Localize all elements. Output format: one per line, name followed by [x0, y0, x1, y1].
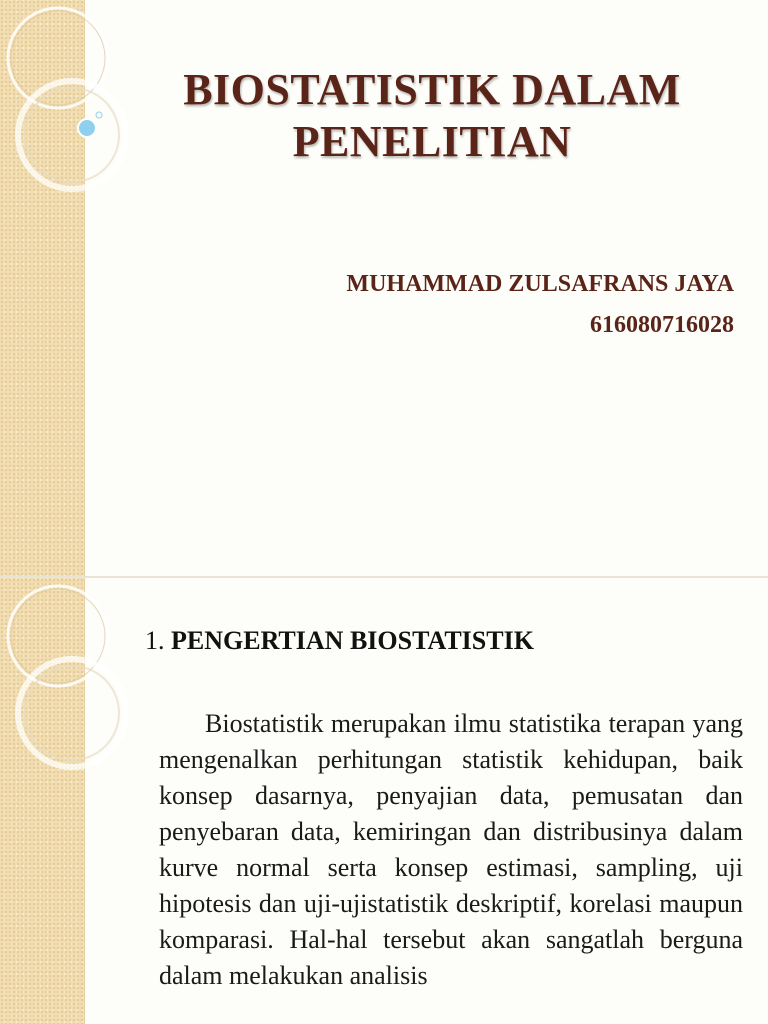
- section-heading: [145, 624, 534, 658]
- title-line-1: BIOSTATISTIK DALAM: [183, 65, 681, 114]
- side-band: [0, 578, 85, 1024]
- section-number: 1.: [145, 626, 171, 655]
- body-paragraph: Biostatistik merupakan ilmu statistika terapan yang mengenalkan perhitungan statistik kehidupan, baik konsep dasarnya, penyajian data, pemusatan dan penyebaran data, kemiringan dan distribusinya dalam kurve normal serta konsep estimasi, sampling, uji hipotesis dan uji-ujistatistik deskriptif, korelasi maupun komparasi. Hal-hal tersebut akan sangatlah berguna dalam melakukan analisis: [159, 709, 743, 990]
- author-id: 616080716028: [590, 312, 734, 338]
- author-name: MUHAMMAD ZULSAFRANS JAYA: [346, 271, 734, 297]
- title-line-2: PENELITIAN: [292, 117, 572, 166]
- side-band: [0, 0, 85, 576]
- author-block: [346, 264, 734, 346]
- section-title: PENGERTIAN BIOSTATISTIK: [171, 626, 534, 655]
- slide-title: [100, 64, 764, 168]
- content-slide: [0, 578, 768, 1024]
